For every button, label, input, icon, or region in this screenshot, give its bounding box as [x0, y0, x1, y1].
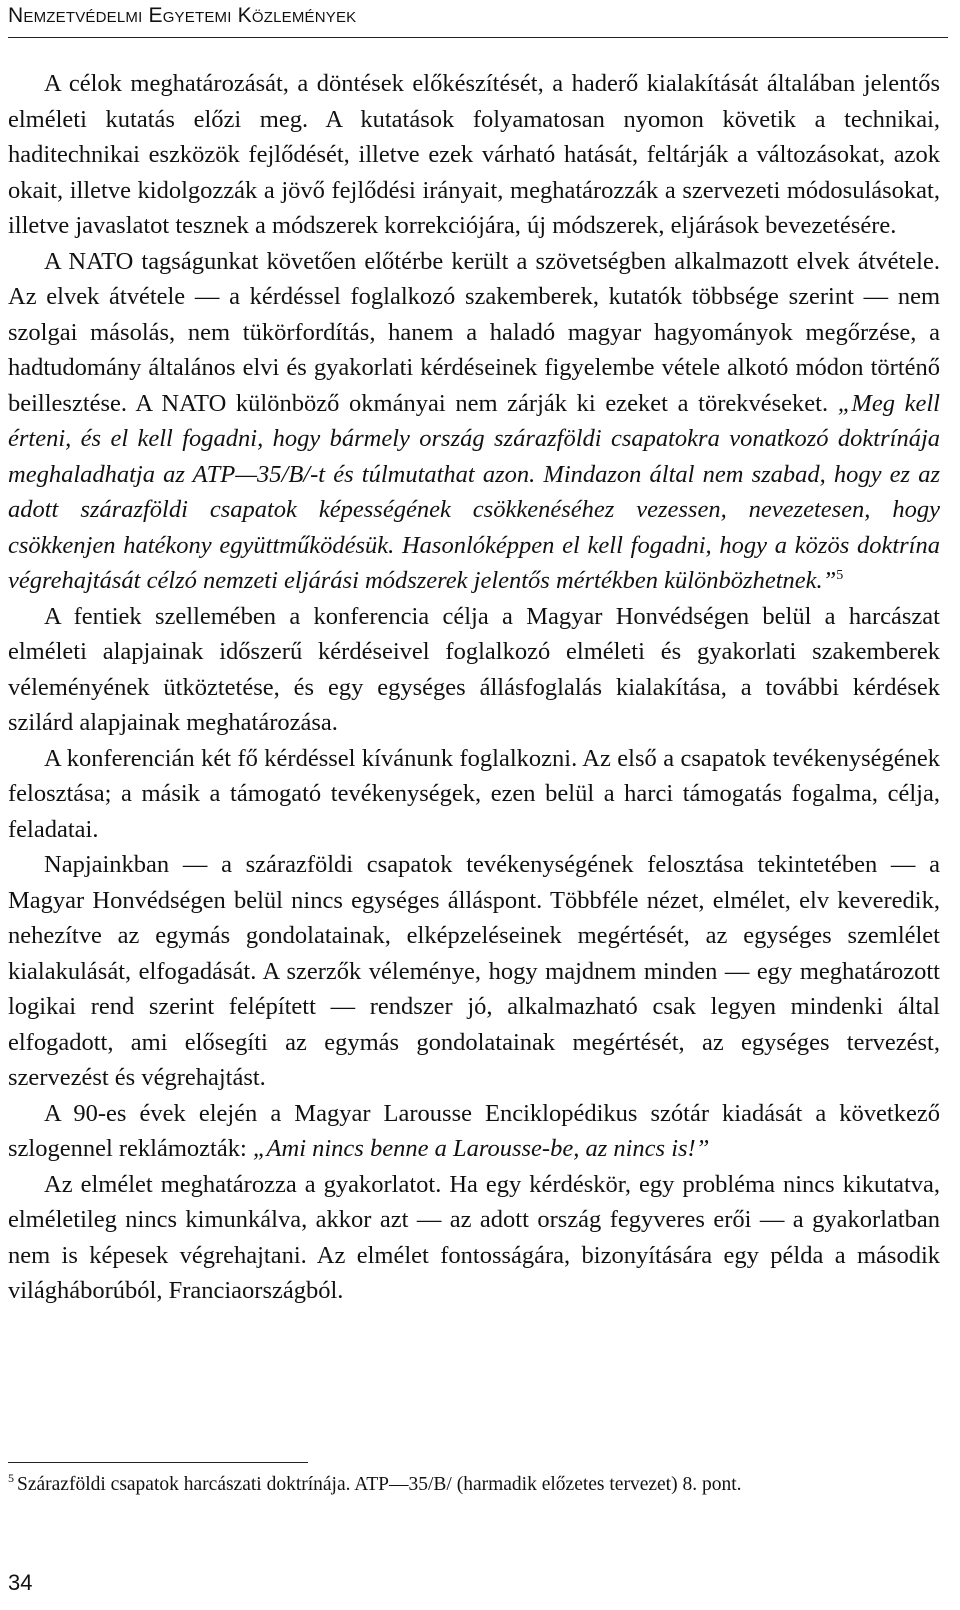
footnote-reference[interactable]: 5	[836, 568, 844, 583]
paragraph-text: A NATO tagságunkat követően előtérbe került a szövetségben alkalmazott elvek átvétele. Az elvek átvétele — a kérdéssel foglalkozó szakemberek, kutatók többsége szerint — nem szolgai másolás, nem tükörfordítás, hanem a haladó magyar hagyományok megőrzése, a hadtudomány általános elvi és gyakorlati kérdéseinek figyelembe vétele alkotó módon történő beillesztése. A NATO különböző okmányai nem zárják ki ezeket a törekvéseket.	[8, 247, 940, 417]
paragraph: Az elmélet meghatározza a gyakorlatot. Ha egy kérdéskör, egy probléma nincs kikutatva, elméletileg nincs kimunkálva, akkor azt — az adott ország fegyveres erői — a gyakorlatban nem is képesek végrehajtani. Az elmélet fontosságára, bizonyítására egy példa a második világháborúból, Franciaországból.	[8, 1170, 940, 1304]
footnote-marker: 5	[8, 1471, 14, 1485]
footnote	[8, 1473, 948, 1497]
paragraph	[8, 1096, 940, 1167]
footnote-divider	[8, 1462, 308, 1463]
page-number: 34	[8, 1570, 33, 1595]
article-body	[8, 66, 940, 1309]
paragraph: A fentiek szellemében a konferencia célja a Magyar Honvédségen belül a harcászat elméleti alapjainak időszerű kérdéseivel foglalkozó elméleti és gyakorlati szakemberek véleményének ütköztetése, és egy egységes állásfoglalás kialakítása, a további kérdések szilárd alapjainak meghatározása.	[8, 602, 940, 736]
doctrine-quote: „Meg kell érteni, és el kell fogadni, hogy bármely ország szárazföldi csapatokra vonatkozó doktrínája meghaladhatja az ATP—35/B/-t és túlmutathat azon. Mindazon által nem szabad, hogy ez az adott szárazföldi csapatok képességének csökkenéséhez vezessen, nevezetesen, hogy csökkenjen hatékony együttműködésük. Hasonlóképpen el kell fogadni, hogy a közös doktrína végrehajtását célzó nemzeti eljárási módszerek jelentős mértékben különbözhetnek.”	[8, 389, 940, 594]
paragraph: A konferencián két fő kérdéssel kívánunk foglalkozni. Az első a csapatok tevékenységének felosztása; a másik a támogató tevékenységek, ezen belül a harci támogatás fogalma, célja, feladatai.	[8, 744, 940, 843]
header-divider	[8, 37, 948, 38]
paragraph-text: A 90-es évek elején a Magyar Larousse Enciklopédikus szótár kiadását a következő szlogennel reklámozták:	[8, 1099, 940, 1162]
footnote-text: Szárazföldi csapatok harcászati doktrínája. ATP—35/B/ (harmadik előzetes tervezet) 8. pont.	[17, 1474, 742, 1495]
slogan-quote: „Ami nincs benne a Larousse-be, az nincs is!”	[252, 1135, 710, 1162]
running-header: Nemzetvédelmi Egyetemi Közlemények	[8, 4, 357, 27]
paragraph	[8, 244, 940, 599]
paragraph: Napjainkban — a szárazföldi csapatok tevékenységének felosztása tekintetében — a Magyar Honvédségen belül nincs egységes álláspont. Többféle nézet, elmélet, elv keveredik, nehezítve az egymás gondolatainak, elképzeléseinek megértését, az egységes szemlélet kialakulását, elfogadását. A szerzők véleménye, hogy majdnem minden — egy meghatározott logikai rend szerint felépített — rendszer jó, alkalmazható csak legyen mindenki által elfogadott, ami elősegíti az egymás gondolatainak megértését, az egységes tervezést, szervezést és végrehajtást.	[8, 851, 940, 1091]
paragraph: A célok meghatározását, a döntések előkészítését, a haderő kialakítását általában jelentős elméleti kutatás előzi meg. A kutatások folyamatosan nyomon követik a technikai, haditechnikai eszközök fejlődését, illetve ezek várható hatását, feltárják a változásokat, azok okait, illetve kidolgozzák a jövő fejlődési irányait, meghatározzák a szervezeti módosulásokat, illetve javaslatot tesznek a módszerek korrekciójára, új módszerek, eljárások bevezetésére.	[8, 70, 940, 239]
